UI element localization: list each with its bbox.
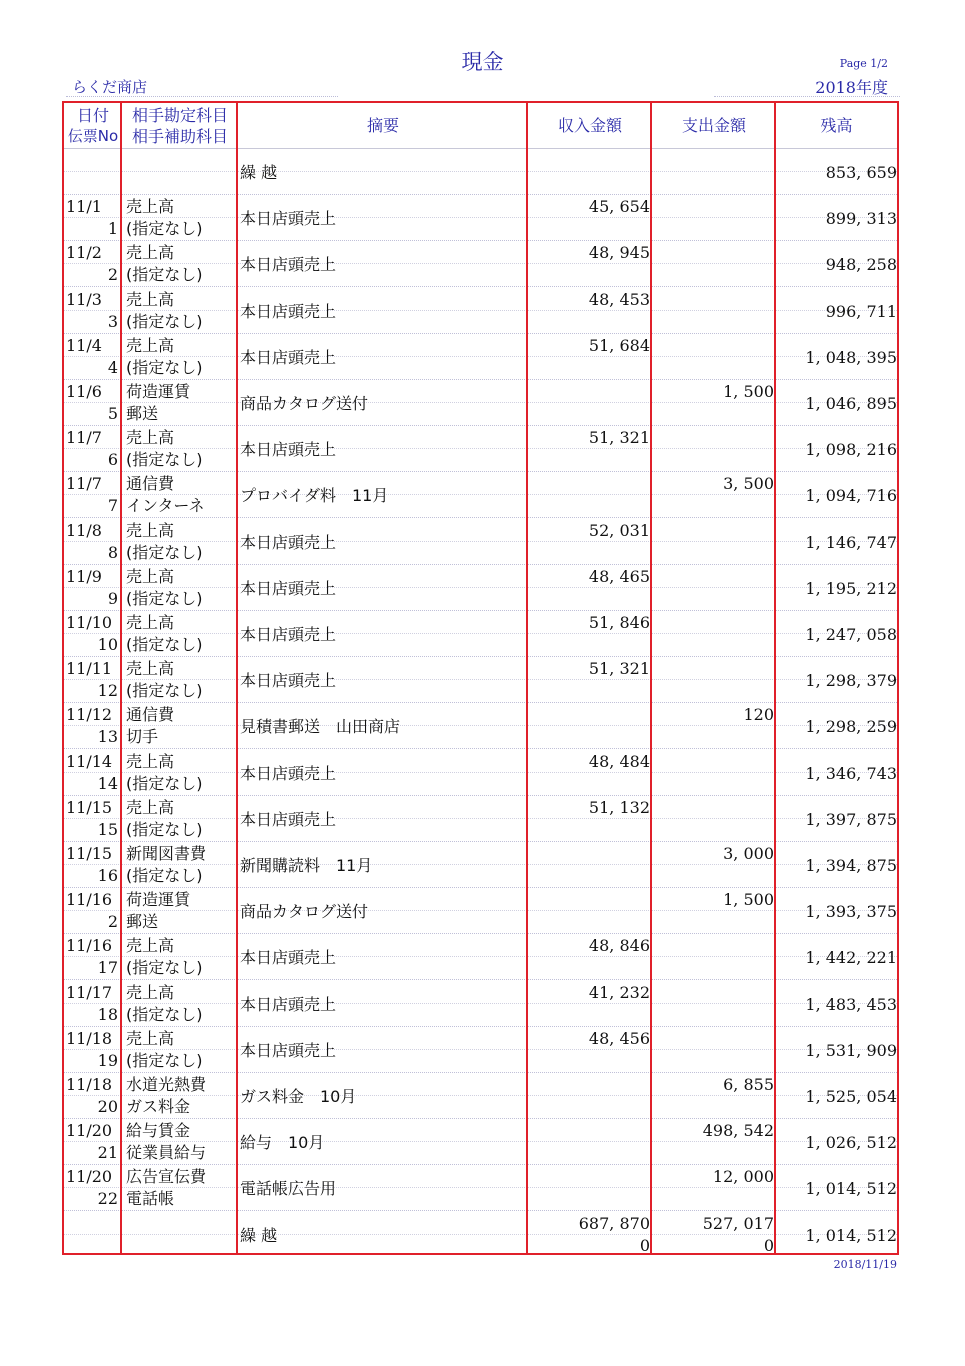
row-account: 売上高 — [126, 197, 175, 217]
table-row — [64, 564, 897, 611]
row-expense: 3, 500 — [723, 474, 774, 494]
row-balance: 1, 094, 716 — [805, 486, 897, 506]
row-date: 11/11 — [66, 659, 113, 679]
row-date: 11/1 — [66, 197, 102, 217]
row-income: 51, 132 — [588, 797, 650, 817]
row-expense: 1, 500 — [723, 382, 774, 401]
row-slip-no: 19 — [97, 1050, 118, 1070]
row-balance: 1, 525, 054 — [805, 1087, 897, 1106]
row-sub-account: (指定なし) — [126, 681, 203, 701]
row-slip-no: 22 — [97, 1189, 118, 1209]
row-sub-account: ガス料金 — [126, 1097, 191, 1116]
row-description: 見積書郵送 山田商店 — [240, 717, 401, 737]
row-slip-no: 7 — [107, 496, 118, 516]
row-sub-account: (指定なし) — [126, 219, 203, 239]
table-row — [64, 887, 897, 934]
row-description: 商品カタログ送付 — [240, 902, 369, 922]
row-account: 売上高 — [126, 566, 175, 586]
table-row — [64, 518, 897, 565]
header-description-label: 摘要 — [366, 116, 399, 135]
fiscal-year-underline — [714, 96, 900, 97]
row-expense-sub: 0 — [763, 1235, 774, 1255]
header-slip-no: 伝票No — [67, 126, 119, 145]
row-balance: 948, 258 — [825, 255, 897, 275]
header-income — [528, 103, 652, 148]
row-description: 電話帳広告用 — [240, 1179, 337, 1199]
row-sub-account: 従業員給与 — [126, 1143, 207, 1163]
row-balance: 1, 247, 058 — [805, 625, 897, 644]
row-description: 本日店頭売上 — [240, 301, 337, 321]
row-sub-account: (指定なし) — [126, 1004, 203, 1024]
row-sub-account: (指定なし) — [126, 542, 203, 562]
row-income: 48, 456 — [588, 1028, 650, 1048]
row-description: 本日店頭売上 — [240, 255, 337, 275]
header-balance — [776, 103, 897, 148]
row-account: 売上高 — [126, 936, 175, 956]
row-description: 新聞購読料 11月 — [240, 856, 373, 875]
row-account: 売上高 — [126, 751, 175, 771]
row-account: 売上高 — [126, 613, 175, 632]
row-description: 本日店頭売上 — [240, 209, 337, 229]
row-account: 水道光熱費 — [126, 1075, 207, 1094]
table-row — [64, 333, 897, 380]
header-date: 日付 — [76, 105, 109, 125]
page-number: Page 1/2 — [839, 57, 888, 70]
row-income: 48, 846 — [588, 936, 650, 956]
row-account: 給与賃金 — [126, 1121, 191, 1141]
row-balance: 1, 531, 909 — [805, 1040, 897, 1060]
row-income: 51, 321 — [588, 428, 650, 448]
row-description: 本日店頭売上 — [240, 578, 337, 598]
header-description — [238, 103, 528, 148]
company-name: らくだ商店 — [72, 78, 148, 96]
row-account: 広告宣伝費 — [126, 1167, 207, 1187]
row-slip-no: 4 — [107, 357, 118, 377]
row-slip-no: 6 — [107, 450, 118, 470]
table-row — [64, 841, 897, 888]
cash-ledger-table — [62, 101, 899, 1255]
row-expense: 3, 000 — [723, 844, 774, 863]
row-balance: 1, 346, 743 — [805, 763, 897, 783]
row-slip-no: 3 — [107, 311, 118, 331]
table-row — [64, 471, 897, 518]
row-slip-no: 15 — [97, 819, 118, 839]
row-income: 41, 232 — [588, 982, 650, 1002]
row-sub-account: (指定なし) — [126, 866, 203, 885]
row-date: 11/15 — [66, 797, 113, 817]
row-expense: 6, 855 — [723, 1075, 774, 1094]
row-balance: 1, 397, 875 — [805, 809, 897, 829]
column-divider — [774, 103, 776, 1253]
row-account: 売上高 — [126, 520, 175, 540]
row-slip-no: 1 — [107, 219, 118, 239]
row-date: 11/18 — [66, 1075, 113, 1094]
row-income: 51, 846 — [588, 613, 650, 632]
table-row — [64, 287, 897, 334]
row-description: 本日店頭売上 — [240, 440, 337, 460]
row-sub-account: (指定なし) — [126, 265, 203, 285]
row-sub-account: (指定なし) — [126, 819, 203, 839]
fiscal-year: 2018年度 — [815, 78, 888, 97]
company-underline — [66, 96, 338, 97]
table-row — [64, 749, 897, 796]
row-balance: 1, 394, 875 — [805, 856, 897, 875]
row-account: 売上高 — [126, 1028, 175, 1048]
row-date: 11/14 — [66, 751, 113, 771]
table-row — [64, 702, 897, 749]
row-description: ガス料金 10月 — [240, 1087, 357, 1106]
row-date: 11/20 — [66, 1167, 113, 1187]
row-slip-no: 18 — [97, 1004, 118, 1024]
table-row — [64, 425, 897, 472]
row-income: 48, 453 — [588, 289, 650, 309]
row-slip-no: 5 — [107, 404, 118, 423]
row-slip-no: 2 — [107, 265, 118, 285]
row-date: 11/7 — [66, 474, 102, 494]
row-balance: 1, 014, 512 — [805, 1225, 897, 1245]
column-divider — [120, 103, 122, 1253]
row-description: 繰 越 — [240, 1225, 278, 1245]
row-description: 本日店頭売上 — [240, 625, 337, 644]
row-slip-no: 8 — [107, 542, 118, 562]
row-sub-account: 郵送 — [126, 912, 159, 932]
row-date: 11/15 — [66, 844, 113, 863]
page-title: 現金 — [461, 50, 504, 74]
row-slip-no: 17 — [97, 958, 118, 978]
row-expense: 120 — [743, 705, 774, 725]
header-balance-label: 残高 — [820, 116, 853, 135]
row-income: 48, 465 — [588, 566, 650, 586]
table-row — [64, 610, 897, 657]
row-slip-no: 14 — [97, 773, 118, 793]
row-slip-no: 21 — [97, 1143, 118, 1163]
row-expense: 498, 542 — [702, 1121, 774, 1141]
header-expense-label: 支出金額 — [681, 116, 746, 135]
row-balance: 853, 659 — [825, 163, 897, 182]
row-description: 繰 越 — [240, 163, 278, 182]
table-row — [64, 194, 897, 241]
row-sub-account: インターネ — [126, 496, 205, 516]
row-date: 11/12 — [66, 705, 113, 725]
row-sub-account: 切手 — [126, 727, 159, 747]
row-income: 51, 684 — [588, 335, 650, 355]
table-row — [64, 1026, 897, 1073]
row-slip-no: 9 — [107, 588, 118, 608]
row-sub-account: 郵送 — [126, 404, 159, 423]
header-income-label: 収入金額 — [557, 116, 622, 135]
row-account: 通信費 — [126, 474, 175, 494]
row-income: 48, 945 — [588, 243, 650, 263]
row-slip-no: 12 — [97, 681, 118, 701]
table-row — [64, 656, 897, 703]
row-sub-account: (指定なし) — [126, 588, 203, 608]
row-description: 本日店頭売上 — [240, 948, 337, 968]
row-description: 本日店頭売上 — [240, 763, 337, 783]
printed-date: 2018/11/19 — [833, 1258, 897, 1271]
row-expense: 527, 017 — [702, 1213, 774, 1233]
header-account — [122, 103, 238, 148]
row-account: 荷造運賃 — [126, 890, 191, 910]
table-row — [64, 1164, 897, 1211]
row-account: 売上高 — [126, 243, 175, 263]
row-slip-no: 20 — [97, 1097, 118, 1116]
row-description: 本日店頭売上 — [240, 347, 337, 367]
row-date: 11/16 — [66, 936, 113, 956]
table-row — [64, 933, 897, 980]
row-account: 売上高 — [126, 659, 175, 679]
row-description: 本日店頭売上 — [240, 809, 337, 829]
row-description: 本日店頭売上 — [240, 1040, 337, 1060]
row-account: 売上高 — [126, 428, 175, 448]
row-date: 11/2 — [66, 243, 102, 263]
row-date: 11/3 — [66, 289, 102, 309]
row-date: 11/17 — [66, 982, 113, 1002]
row-balance: 1, 298, 259 — [805, 717, 897, 737]
row-sub-account: (指定なし) — [126, 357, 203, 377]
row-description: 本日店頭売上 — [240, 994, 337, 1014]
row-income: 45, 654 — [588, 197, 650, 217]
row-description: 商品カタログ送付 — [240, 394, 369, 413]
row-balance: 1, 098, 216 — [805, 440, 897, 460]
row-balance: 1, 195, 212 — [805, 578, 897, 598]
row-expense: 12, 000 — [712, 1167, 774, 1187]
row-sub-account: (指定なし) — [126, 958, 203, 978]
row-balance: 1, 014, 512 — [805, 1179, 897, 1199]
table-row — [64, 379, 897, 426]
row-balance: 1, 048, 395 — [805, 347, 897, 367]
row-income: 51, 321 — [588, 659, 650, 679]
row-account: 通信費 — [126, 705, 175, 725]
row-account: 売上高 — [126, 289, 175, 309]
row-balance: 1, 442, 221 — [805, 948, 897, 968]
row-date: 11/10 — [66, 613, 113, 632]
row-balance: 1, 483, 453 — [805, 994, 897, 1014]
header-sub-account-label: 相手補助科目 — [131, 126, 228, 146]
column-divider — [650, 103, 652, 1253]
row-description: 本日店頭売上 — [240, 532, 337, 552]
row-balance: 1, 046, 895 — [805, 394, 897, 413]
row-income: 687, 870 — [578, 1213, 650, 1233]
row-slip-no: 16 — [97, 866, 118, 885]
row-slip-no: 10 — [97, 635, 118, 654]
row-date: 11/8 — [66, 520, 102, 540]
row-sub-account: (指定なし) — [126, 635, 203, 654]
row-sub-account: (指定なし) — [126, 450, 203, 470]
row-date: 11/20 — [66, 1121, 113, 1141]
column-divider — [236, 103, 238, 1253]
row-account: 売上高 — [126, 335, 175, 355]
row-balance: 1, 393, 375 — [805, 902, 897, 922]
row-income: 52, 031 — [588, 520, 650, 540]
row-account: 売上高 — [126, 982, 175, 1002]
row-date: 11/18 — [66, 1028, 113, 1048]
row-expense: 1, 500 — [723, 890, 774, 910]
column-divider — [526, 103, 528, 1253]
table-row — [64, 795, 897, 842]
row-sub-account: (指定なし) — [126, 773, 203, 793]
row-income: 48, 484 — [588, 751, 650, 771]
header-date-slip — [64, 103, 122, 148]
row-balance: 1, 026, 512 — [805, 1133, 897, 1153]
row-date: 11/9 — [66, 566, 102, 586]
row-balance: 1, 298, 379 — [805, 671, 897, 691]
row-balance: 1, 146, 747 — [805, 532, 897, 552]
table-row — [64, 1211, 897, 1257]
row-balance: 899, 313 — [825, 209, 897, 229]
row-sub-account: (指定なし) — [126, 1050, 203, 1070]
table-row — [64, 1072, 897, 1119]
table-row — [64, 240, 897, 287]
row-date: 11/6 — [66, 382, 102, 401]
row-account: 売上高 — [126, 797, 175, 817]
row-date: 11/4 — [66, 335, 102, 355]
table-row — [64, 980, 897, 1027]
row-slip-no: 2 — [107, 912, 118, 932]
table-row — [64, 1118, 897, 1165]
row-sub-account: 電話帳 — [126, 1189, 175, 1209]
row-account: 新聞図書費 — [126, 844, 207, 863]
header-account-label: 相手勘定科目 — [131, 105, 228, 125]
header-expense — [652, 103, 776, 148]
row-slip-no: 13 — [97, 727, 118, 747]
table-row — [64, 148, 897, 195]
row-income-sub: 0 — [639, 1235, 650, 1255]
row-description: 給与 10月 — [240, 1133, 325, 1153]
row-date: 11/7 — [66, 428, 102, 448]
row-sub-account: (指定なし) — [126, 311, 203, 331]
row-account: 荷造運賃 — [126, 382, 191, 401]
row-date: 11/16 — [66, 890, 113, 910]
row-balance: 996, 711 — [825, 301, 897, 321]
row-description: 本日店頭売上 — [240, 671, 337, 691]
row-description: プロバイダ料 11月 — [240, 486, 389, 506]
